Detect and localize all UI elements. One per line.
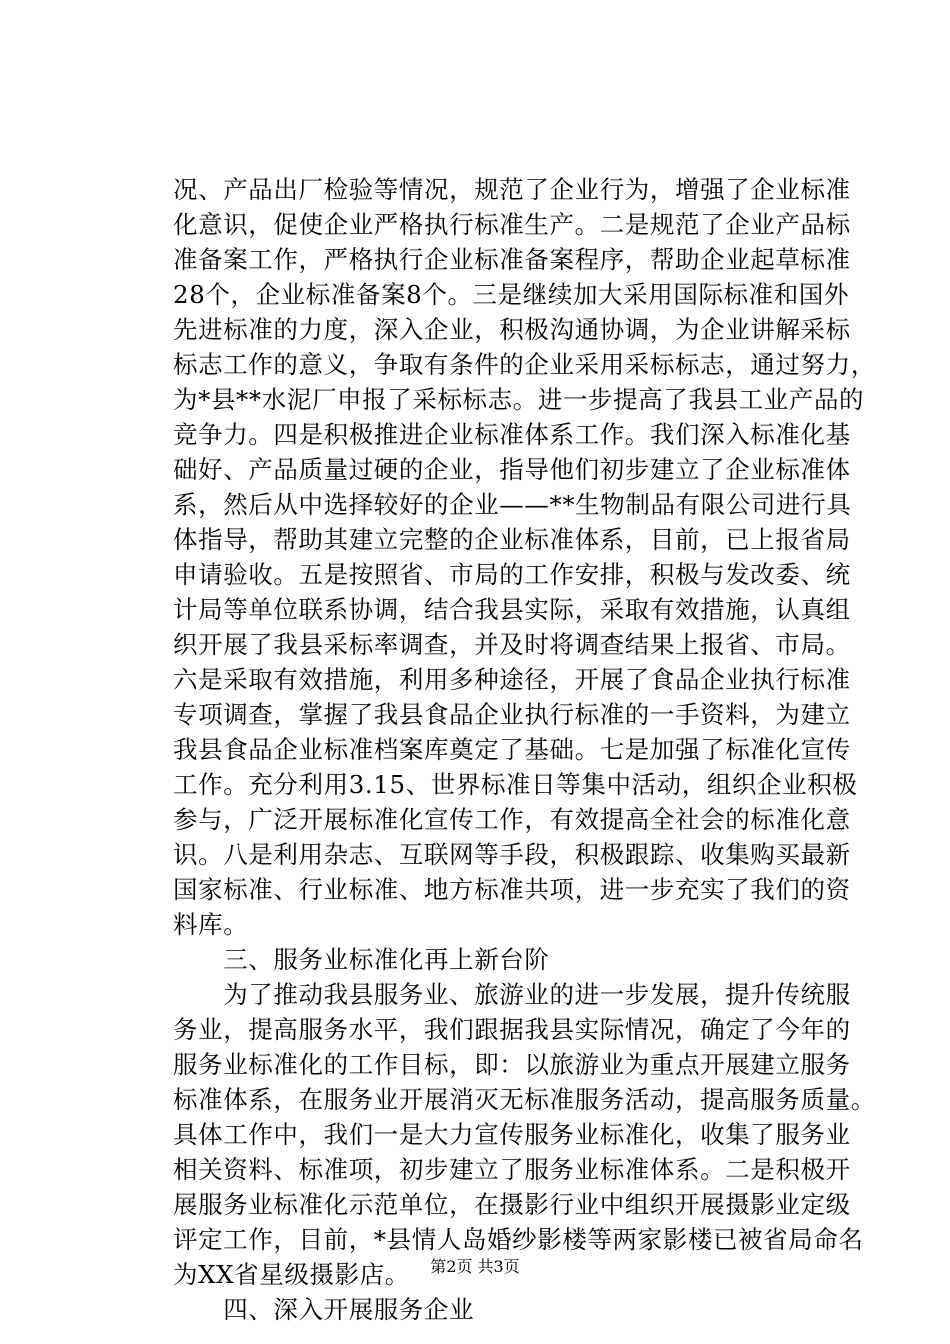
- text-line: 28个，企业标准备案8个。三是继续加大采用国际标准和国外: [173, 280, 850, 309]
- text-line: 准备案工作，严格执行企业标准备案程序，帮助企业起草标准: [173, 245, 851, 274]
- text-line: 况、产品出厂检验等情况，规范了企业行为，增强了企业标准: [173, 175, 851, 204]
- text-line: 申请验收。五是按照省、市局的工作安排，积极与发改委、统: [173, 560, 851, 589]
- text-line: 工作。充分利用3.15、世界标准日等集中活动，组织企业积极: [173, 770, 858, 799]
- text-line: 为XX省星级摄影店。: [173, 1260, 410, 1289]
- section-heading: 三、服务业标准化再上新台阶: [173, 945, 550, 974]
- text-line: 计局等单位联系协调，结合我县实际，采取有效措施，认真组: [173, 595, 851, 624]
- text-line: 为*县**水泥厂申报了采标标志。进一步提高了我县工业产品的: [173, 385, 865, 414]
- text-line: 专项调查，掌握了我县食品企业执行标准的一手资料，为建立: [173, 700, 851, 729]
- page-number-footer: 第2页 共3页: [430, 1257, 520, 1276]
- text-line: 础好、产品质量过硬的企业，指导他们初步建立了企业标准体: [173, 455, 851, 484]
- document-body: [173, 172, 876, 1327]
- text-line: 国家标准、行业标准、地方标准共项，进一步充实了我们的资: [173, 875, 851, 904]
- text-line: 六是采取有效措施，利用多种途径，开展了食品企业执行标准: [173, 665, 851, 694]
- text-line: 织开展了我县采标率调查，并及时将调查结果上报省、市局。: [173, 630, 851, 659]
- text-line: 竞争力。四是积极推进企业标准体系工作。我们深入标准化基: [173, 420, 851, 449]
- text-line: 先进标准的力度，深入企业，积极沟通协调，为企业讲解采标: [173, 315, 851, 344]
- text-line: 识。八是利用杂志、互联网等手段，积极跟踪、收集购买最新: [173, 840, 851, 869]
- text-line: 系，然后从中选择较好的企业——**生物制品有限公司进行具: [173, 490, 852, 519]
- text-line: 参与，广泛开展标准化宣传工作，有效提高全社会的标准化意: [173, 805, 851, 834]
- section-heading: 四、深入开展服务企业: [173, 1295, 475, 1324]
- text-line: 服务业标准化的工作目标，即：以旅游业为重点开展建立服务: [173, 1050, 851, 1079]
- text-line: 标准体系，在服务业开展消灭无标准服务活动，提高服务质量。: [173, 1085, 876, 1114]
- text-line: 料库。: [173, 910, 249, 939]
- text-line: 我县食品企业标准档案库奠定了基础。七是加强了标准化宣传: [173, 735, 851, 764]
- text-line: 评定工作，目前，*县情人岛婚纱影楼等两家影楼已被省局命名: [173, 1225, 864, 1254]
- text-line: 具体工作中，我们一是大力宣传服务业标准化，收集了服务业: [173, 1120, 851, 1149]
- text-line: 化意识，促使企业严格执行标准生产。二是规范了企业产品标: [173, 210, 851, 239]
- text-line: 体指导，帮助其建立完整的企业标准体系，目前，已上报省局: [173, 525, 851, 554]
- text-line: 为了推动我县服务业、旅游业的进一步发展，提升传统服: [173, 980, 851, 1009]
- text-line: 标志工作的意义，争取有条件的企业采用采标标志，通过努力，: [173, 350, 876, 379]
- text-line: 务业，提高服务水平，我们跟据我县实际情况，确定了今年的: [173, 1015, 851, 1044]
- text-line: 展服务业标准化示范单位，在摄影行业中组织开展摄影业定级: [173, 1190, 851, 1219]
- text-line: 相关资料、标准项，初步建立了服务业标准体系。二是积极开: [173, 1155, 851, 1184]
